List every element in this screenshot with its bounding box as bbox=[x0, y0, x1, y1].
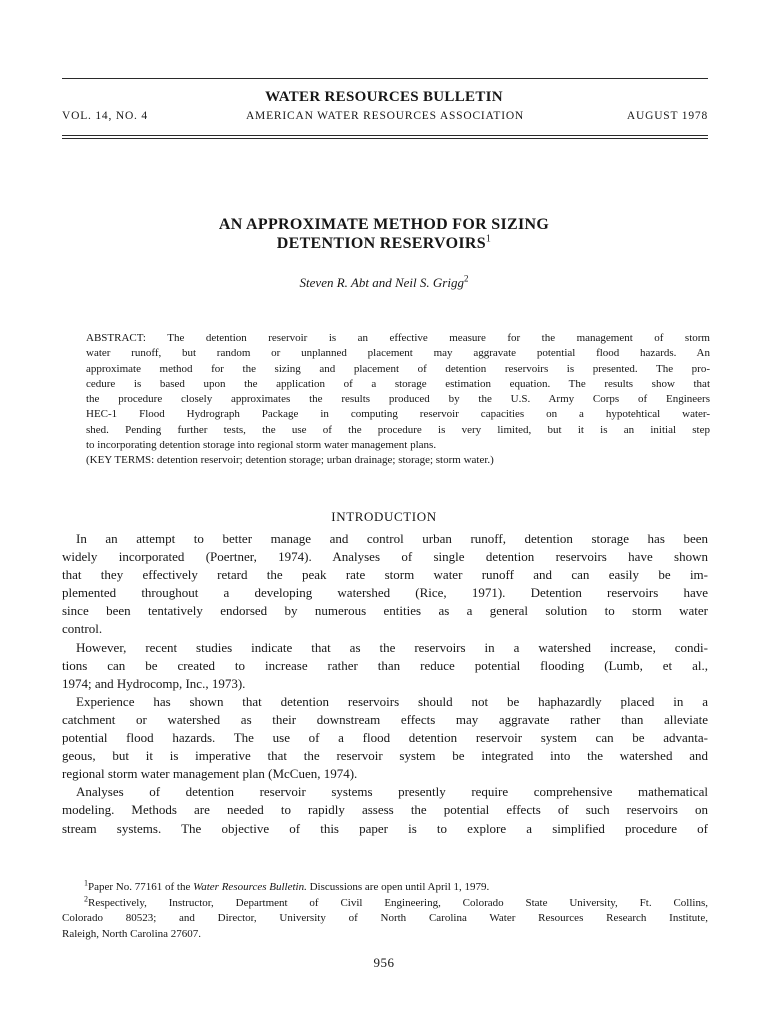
body-line: catchment or watershed as their downstream effects may aggravate rather than alleviate bbox=[62, 711, 708, 727]
abstract-line: HEC-1 Flood Hydrograph Package in computing reservoir capacities on a hypotehtical water- bbox=[86, 408, 710, 421]
body-line: However, recent studies indicate that as the reservoirs in a watershed increase, condi- bbox=[76, 639, 708, 655]
authors bbox=[0, 275, 768, 291]
section-heading-introduction: INTRODUCTION bbox=[331, 509, 437, 524]
body-line: that they effectively retard the peak rate storm water runoff and can easily be im- bbox=[62, 567, 708, 583]
body-line: Experience has shown that detention reservoirs should not be haphazardly placed in a bbox=[76, 693, 708, 709]
paper-title bbox=[0, 215, 768, 253]
abstract-line: water runoff, but random or unplanned placement may aggravate potential flood hazards. An bbox=[86, 347, 710, 360]
issue-date: AUGUST 1978 bbox=[626, 110, 708, 122]
footnote-1 bbox=[62, 880, 708, 896]
body-line: modeling. Methods are needed to rapidly assess the potential effects of such reservoirs on bbox=[62, 802, 708, 818]
abstract bbox=[86, 331, 710, 469]
footnote-2-mark: 2 bbox=[84, 893, 88, 903]
paper-title-line2-text: DETENTION RESERVOIRS bbox=[276, 235, 486, 252]
footnotes bbox=[62, 880, 708, 942]
body-line: geous, but it is imperative that the reservoir system be integrated into the watershed and bbox=[62, 748, 708, 764]
abstract-line: cedure is based upon the application of a storage estimation equation. The results show that bbox=[86, 377, 710, 390]
page-number: 956 bbox=[373, 955, 395, 970]
body-line: since been tentatively endorsed by numerous entities as a general solution to storm water bbox=[62, 603, 708, 619]
body-line: widely incorporated (Poertner, 1974). Analyses of single detention reservoirs have shown bbox=[62, 549, 708, 565]
body-line: In an attempt to better manage and control urban runoff, detention storage has been bbox=[76, 531, 708, 546]
body-line: tions can be created to increase rather than reduce potential flooding (Lumb, et al., bbox=[62, 657, 708, 673]
abstract-line: approximate method for the sizing and placement of detention reservoirs is presented. The pro- bbox=[86, 362, 710, 375]
body-line: regional storm water management plan (McCuen, 1974). bbox=[62, 766, 358, 782]
abstract-line: shed. Pending further tests, the use of the procedure is very limited, but it is an initial step bbox=[86, 423, 710, 436]
footnote-2-line: Raleigh, North Carolina 27607. bbox=[62, 927, 202, 940]
body-line: Analyses of detention reservoir systems presently require comprehensive mathematical bbox=[76, 784, 708, 800]
footnote-1-pre: Paper No. 77161 of the bbox=[88, 881, 194, 893]
body-line: stream systems. The objective of this paper is to explore a simplified procedure of bbox=[62, 820, 708, 836]
body-line: control. bbox=[62, 621, 103, 637]
association-name: AMERICAN WATER RESOURCES ASSOCIATION bbox=[245, 110, 525, 122]
paper-title-line2 bbox=[0, 234, 768, 253]
header-bottom-rule-double bbox=[62, 138, 708, 139]
abstract-line: to incorporating detention storage into regional storm water management plans. bbox=[86, 439, 437, 452]
footnote-2 bbox=[62, 893, 708, 912]
footnote-2-line: Colorado 80523; and Director, University of North Carolina Water Resources Research Institute, bbox=[62, 912, 708, 924]
abstract-line: ABSTRACT: The detention reservoir is an effective measure for the management of storm bbox=[86, 332, 710, 344]
footnote-1-journal: Water Resources Bulletin. bbox=[193, 881, 307, 893]
authors-footnote-mark: 2 bbox=[463, 273, 469, 284]
body-line: 1974; and Hydrocomp, Inc., 1973). bbox=[62, 675, 246, 691]
volume-number: VOL. 14, NO. 4 bbox=[62, 110, 148, 122]
key-terms: (KEY TERMS: detention reservoir; detention storage; urban drainage; storage; storm water.) bbox=[86, 454, 494, 467]
header-top-rule bbox=[62, 78, 708, 79]
title-footnote-mark: 1 bbox=[485, 233, 492, 245]
introduction-body bbox=[62, 530, 708, 838]
footnote-1-post: Discussions are open until April 1, 1979. bbox=[306, 881, 490, 893]
header-bottom-rule bbox=[62, 135, 708, 136]
journal-title: WATER RESOURCES BULLETIN bbox=[265, 89, 503, 105]
footnote-1-mark: 1 bbox=[84, 878, 88, 888]
footnote-2-line: Respectively, Instructor, Department of Civil Engineering, Colorado State University, Ft. Collins, bbox=[88, 896, 708, 909]
authors-text: Steven R. Abt and Neil S. Grigg bbox=[299, 275, 464, 290]
body-line: plemented throughout a developing watershed (Rice, 1971). Detention reservoirs have bbox=[62, 585, 708, 601]
abstract-line: the procedure closely approximates the results produced by the U.S. Army Corps of Engineers bbox=[86, 393, 710, 406]
paper-title-line1: AN APPROXIMATE METHOD FOR SIZING bbox=[218, 216, 550, 233]
body-line: potential flood hazards. The use of a flood detention reservoir system can be advanta- bbox=[62, 730, 708, 746]
